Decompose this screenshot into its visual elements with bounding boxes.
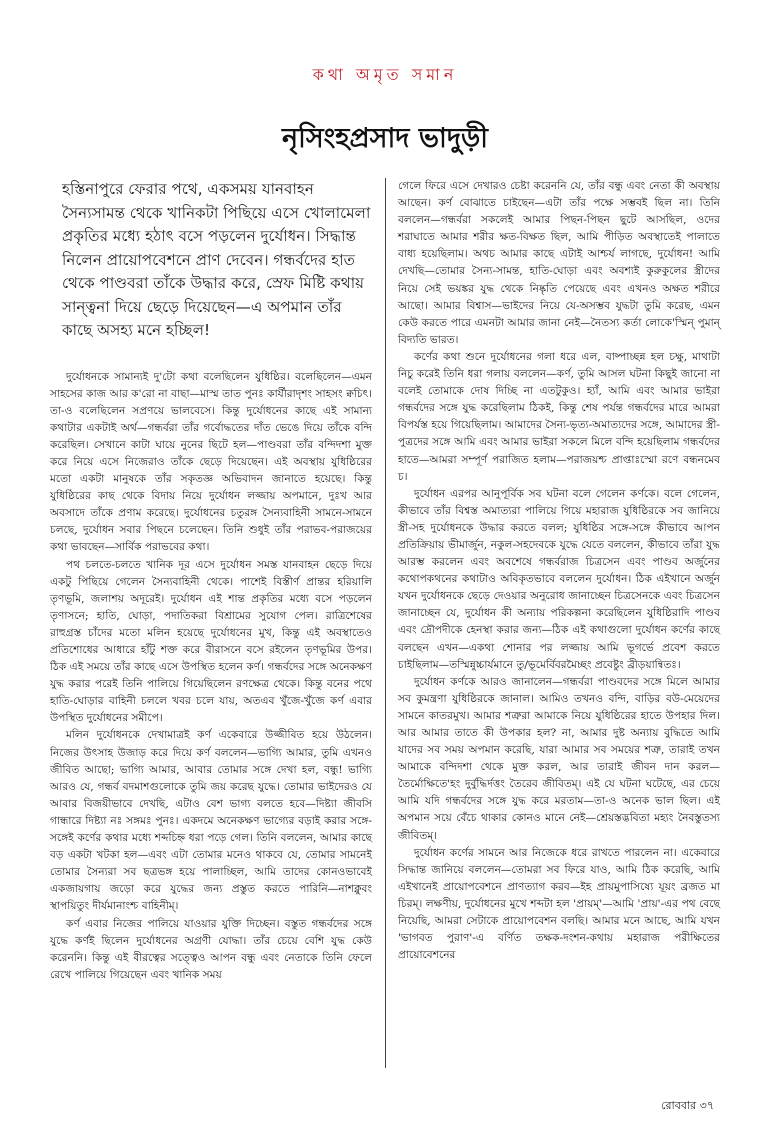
body-paragraph: কর্ণ এবার নিজের পালিয়ে যাওয়ার যুক্তি দিচ্ছেন। বস্তুত গন্ধর্বদের সঙ্গে যুদ্ধে কর্ণই ছিলেন দুর্যোধনের অগ্রণী যোদ্ধা। তাঁর চেয়ে বেশি যুদ্ধ কেউ করেননি। কিন্তু এই বীরত্বের সত্ত্বেও আপন বন্ধু এবং নেতাকে তিনি ফেলে রেখে পালিয়ে গিয়েছেন এবং খানিক সময়	[50, 917, 372, 981]
right-column	[398, 178, 720, 964]
page-number: রোববার ৩৭	[661, 1099, 714, 1112]
series-title: কথা অমৃত সমান	[312, 65, 458, 84]
body-paragraph: দুর্যোধনকে সামান্যই দু'টো কথা বলেছিলেন যুধিষ্ঠির। বলেছিলেন—এমন সাহসের কাজ আর ক'রো না বাছা—মাস্ম তাত পুনঃ কার্যীরাদৃশং সাহসং ক্বচিৎ। তা-ও বলেছিলেন সপ্রণয়ে ভালবেসে। কিন্তু দুর্যোধনের কাছে এই সামান্য কথাটার একটাই অর্থ—গন্ধর্বরা তাঁর গর্বোদ্ধতের দাঁত ভেঙে দিয়ে তাঁকে বন্দি করেছিল। সেখানে কাটা ঘায়ে নুনের ছিটে হল—পাণ্ডবরা তাঁর বন্দিদশা মুক্ত করে নিয়ে এসে নিজেরাও তাঁকে ছেড়ে দিয়েছেন। এই অবস্থায় যুধিষ্ঠিরের মতো একটা মানুষকে তাঁর সকৃতজ্ঞ অভিবাদন জানাতে হয়েছে। কিন্তু যুধিষ্ঠিরের কাছ থেকে বিদায় নিয়ে দুর্যোধন লজ্জায় অপমানে, দুঃখ আর অবসাদে তাঁকে প্রণাম করেছে। দুর্যোধনের চতুরঙ্গ সৈন্যবাহিনী সামনে-সামনে চলছে, দুর্যোধন সবার পিছনে চলেছেন। তিনি শুধুই তাঁর পরাভব-পরাজয়ের কথা ভাবছেন—সার্বিক পরাভবের কথা।	[50, 370, 372, 554]
column-divider	[385, 178, 386, 1068]
author-name: নৃসিংহপ্রসাদ ভাদুড়ী	[281, 123, 489, 154]
body-paragraph: মলিন দুর্যোধনকে দেখামাত্রই কর্ণ একেবারে উজ্জীবিত হয়ে উঠলেন। নিজের উৎসাহ উজাড় করে দিয়ে কর্ণ বললেন—ভাগ্যি আমার, তুমি এখনও জীবিত আছো; ভাগ্যি আমার, আবার তোমার সঙ্গে দেখা হল, বন্ধু! ভাগ্যি আরও যে, গন্ধর্ব বদমাশগুলোকে তুমি জয় করেছ যুদ্ধে। তোমার ভাইদেরও যে আবার বিজয়ীভাবে দেখছি, এটাও বেশ ভাগ্য বলতে হবে—দিষ্ট্যা জীবসি গান্ধারে দিষ্ট্যা নঃ সঙ্গমঃ পুনঃ। একদমে অনেকক্ষণ ভাগ্যের বড়াই করার সঙ্গে-সঙ্গেই কর্ণের কথার মধ্যে শব্দচিহ্ন ধরা পড়ে গেল। তিনি বললেন, আমার কাছে বড় একটা খটকা হল—এবং এটা তোমার মনেও থাকবে যে, তোমার সামনেই তোমার সৈন্যরা সব ছত্রভঙ্গ হয়ে পালাচ্ছিল, আমি তাদের কোনওভাবেই একজায়গায় জড়ো করে যুদ্ধের জন্য প্রস্তুত করতে পারিনি—নাশক্নুবং স্থাপয়িতুং দীর্যমানাংশ্চ বাহিনীম্‌।	[50, 729, 372, 913]
body-paragraph: গেলে ফিরে এসে দেখারও চেষ্টা করেননি যে, তাঁর বন্ধু এবং নেতা কী অবস্থায় আছেন। কর্ণ বোঝাতে চাইছেন—এটা তাঁর পক্ষে সম্ভবই ছিল না। তিনি বললেন—গন্ধর্বরা সকলেই আমার পিছন-পিছন ছুটে আসছিল, ওদের শরাঘাতে আমার শরীর ক্ষত-বিক্ষত ছিল, আমি পীড়িত অবস্থাতেই পালাতে বাধ্য হয়েছিলাম। অথচ আমার কাছে এটাই আশ্চর্য লাগছে, দুর্যোধন! আমি দেখছি—তোমার সৈন্য-সামন্ত, হাতি-ঘোড়া এবং অবশ্যই কুরুকুলের স্ত্রীদের নিয়ে সেই ভয়ঙ্কর যুদ্ধ থেকে নিষ্কৃতি পেয়েছে এবং এখনও অক্ষত শরীরে আছো। আমার বিশ্বাস—ভাইদের নিয়ে যে-অসম্ভব যুদ্ধটা তুমি করেছ, এমন কেউ করতে পারে এমনটা আমার জানা নেই—নৈতস্য কর্তা লোকে'স্মিন্‌ পুমান্‌ বিদ্যতি ভারত।	[398, 180, 720, 346]
body-paragraph: দুর্যোধন কর্ণকে আরও জানালেন—গন্ধর্বরা পাণ্ডবদের সঙ্গে মিলে আমার সব কুমন্ত্রণা যুধিষ্ঠিরকে জানাল। আমিও তখনও বন্দি, বাড়ির বউ-মেয়েদের সামনে কাতরমুখ। আমার শত্রুরা আমাকে নিয়ে যুধিষ্ঠিরের হাতে উপহার দিল। আর আমার তাতে কী উপকার হল? না, আমার দুষ্ট অন্যায় বুদ্ধিতে আমি যাদের সব সময় অপমান করেছি, যারা আমার সব সময়ের শত্রু, তারাই তখন আমাকে বন্দিদশা থেকে মুক্ত করল, আর তারাই জীবন দান করল—তৈর্মোক্ষিতে'হং দুর্বুদ্ধির্দত্তং তৈরেব জীবিতম্‌। এই যে ঘটনা ঘটেছে, এর চেয়ে আমি যদি গন্ধর্বদের সঙ্গে যুদ্ধ করে মরতাম—তা-ও অনেক ভাল ছিল। এই অপমান সয়ে বেঁচে থাকার কোনও মানে নেই—শ্রেয়স্তদ্ভবিতা মহ্যং নৈবস্তুতস্য জীবিতম্‌।	[398, 675, 720, 842]
lead-paragraph: হস্তিনাপুরে ফেরার পথে, একসময় যানবাহন সৈন্যসামন্ত থেকে খানিকটা পিছিয়ে এসে খোলামেলা প্রকৃতির মধ্যে হঠাৎ বসে পড়লেন দুর্যোধন। সিদ্ধান্ত নিলেন প্রায়োপবেশনে প্রাণ দেবেন। গন্ধর্বদের হাত থেকে পাণ্ডবরা তাঁকে উদ্ধার করে, স্রেফ মিষ্টি কথায় সান্ত্বনা দিয়ে ছেড়ে দিয়েছেন—এ অপমান তাঁর কাছে অসহ্য মনে হচ্ছিল!	[62, 180, 371, 339]
left-column	[50, 178, 372, 984]
body-paragraph: পথ চলতে-চলতে খানিক দূর এসে দুর্যোধন সমস্ত যানবাহন ছেড়ে দিয়ে একটু পিছিয়ে গেলেন সৈন্যবাহিনী থেকে। পাশেই বিস্তীর্ণ প্রান্তর হরিয়ালি তৃণভূমি, জলাশয় অদূরেই। দুর্যোধন এই শান্ত প্রকৃতির মধ্যে বসে পড়লেন তৃণাসনে; হাতি, ঘোড়া, পদাতিকরা বিশ্রামের সুযোগ পেল। রাত্রিশেষের রাহুগ্রস্ত চাঁদের মতো মলিন হয়েছে দুর্যোধনের মুখ, কিন্তু এই অবস্থাতেও প্রতিশোধের আধারে হাঁটু শক্ত করে বীরাসনে বসে রইলেন তৃণভূমির উপর। ঠিক এই সময়ে তাঁর কাছে এসে উপস্থিত হলেন কর্ণ। গন্ধর্বদের সঙ্গে অনেকক্ষণ যুদ্ধ করার পরেই তিনি পালিয়ে গিয়েছিলেন রণক্ষেত্র থেকে। কিন্তু বনের পথে হাতি-ঘোড়ার বাহিনী চললে খবর চলে যায়, অতএব খুঁজে-খুঁজে কর্ণ এবার উপস্থিত দুর্যোধনের সমীপে।	[50, 558, 372, 725]
body-paragraph: দুর্যোধন কর্ণের সামনে আর নিজেকে ধরে রাখতে পারলেন না। একেবারে সিদ্ধান্ত জানিয়ে বললেন—তোমরা সব ফিরে যাও, আমি ঠিক করেছি, আমি এইখানেই প্রায়োপবেশনে প্রাণত্যাগ করব—ইহ প্রায়মুপাসিষ্যে যূয়ং ব্রজত মা চিরম্‌। লক্ষণীয়, দুর্যোধনের মুখে শব্দটা হল 'প্রায়ম্‌'—আমি 'প্রায়'-এর পথ বেছে নিয়েছি, আমরা সেটাকে প্রায়োপবেশন বলছি। আমার মনে আছে, আমি যখন 'ভাগবত পুরাণ'-এ বর্ণিত তক্ষক-দংশন-কথায় মহারাজ পরীক্ষিতের প্রায়োবেশনের	[398, 846, 720, 962]
body-paragraph: দুর্যোধন এরপর আনুপূর্বিক সব ঘটনা বলে গেলেন কর্ণকে। বলে গেলেন, কীভাবে তাঁর বিশ্বস্ত অমাত্যরা পালিয়ে গিয়ে মহারাজ যুধিষ্ঠিরকে সব জানিয়ে স্ত্রী-সহ দুর্যোধনকে উদ্ধার করতে বলল; যুধিষ্ঠির সঙ্গে-সঙ্গে কীভাবে আপন প্রতিক্রিয়ায় ভীমার্জুন, নকুল-সহদেবকে যুদ্ধে যেতে বললেন, কীভাবে তাঁরা যুদ্ধ আরম্ভ করলেন এবং অবশেষে গন্ধর্বরাজ চিত্রসেন এবং পাণ্ডব অর্জুনের কথোপকথনের কথাটাও অবিকৃতভাবে বললেন দুর্যোধন। ঠিক এইখানে অর্জুন যখন দুর্যোধনকে ছেড়ে দেওয়ার অনুরোধ জানাচ্ছেন চিত্রসেনকে এবং চিত্রসেন জানাচ্ছেন যে, দুর্যোধন কী অন্যায় পরিকল্পনা করেছিলেন যুধিষ্ঠিরাদি পাণ্ডব এবং দ্রৌপদীকে হেনস্থা করার জন্য—ঠিক এই কথাগুলো দুর্যোধন কর্ণের কাছে বলছেন এখন—একথা শোনার পর লজ্জায় আমি ভূগর্ভে প্রবেশ করতে চাইছিলাম—তস্মিন্নুচ্চার্যমানে তু/ভূমের্বিবরমৈচ্ছং প্রবেষ্টুং ব্রীড়য়ান্বিতঃ।	[398, 487, 720, 671]
body-paragraph: কর্ণের কথা শুনে দুর্যোধনের গলা ধরে এল, বাষ্পাচ্ছন্ন হল চক্ষু, মাথাটা নিচু করেই তিনি ধরা গলায় বললেন—কর্ণ, তুমি আসল ঘটনা কিছুই জানো না বলেই তোমাকে দোষ দিচ্ছি না এতটুকুও। হ্যাঁ, আমি এবং আমার ভাইরা গন্ধর্বদের সঙ্গে যুদ্ধ করেছিলাম ঠিকই, কিন্তু শেষ পর্যন্ত গন্ধর্বদের মারে আমরা বিপর্যস্ত হয়ে গিয়েছিলাম। আমাদের সৈন্য-ভৃত্য-অমাত্যদের সঙ্গে, আমাদের স্ত্রী-পুত্রদের সঙ্গে আমি এবং আমার ভাইরা সকলে মিলে বন্দি হয়েছিলাম গন্ধর্বদের হাতে—আমরা সম্পূর্ণ পরাজিত হলাম—পরাজয়শ্চ প্রাপ্তাঃস্মো রণে বন্ধনমেব চ।	[398, 350, 720, 483]
